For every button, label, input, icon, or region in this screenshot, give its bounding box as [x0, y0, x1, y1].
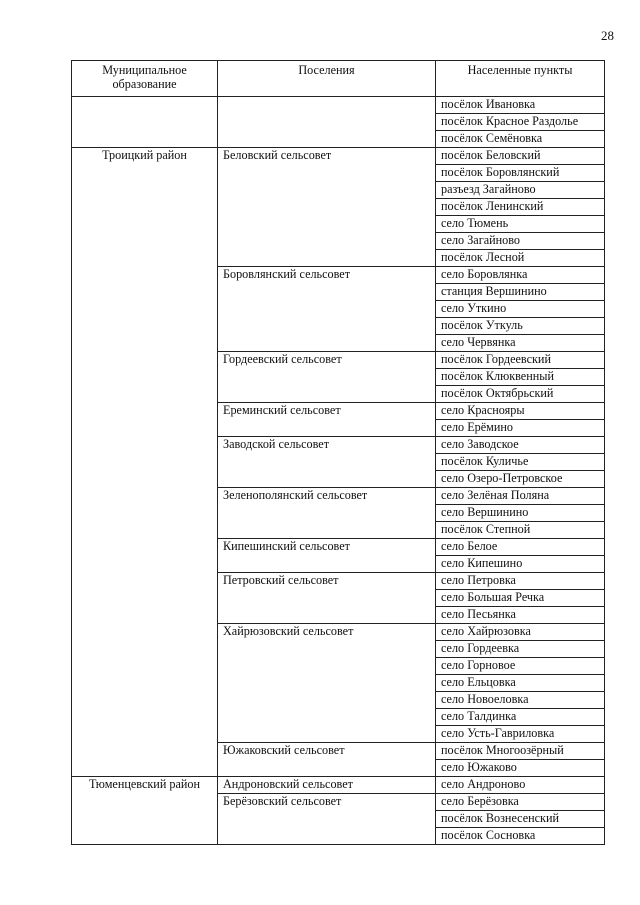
locality-cell: село Талдинка — [436, 709, 605, 726]
municipality-cell — [72, 97, 218, 148]
settlement-cell: Беловский сельсовет — [218, 148, 436, 267]
table-row — [72, 777, 605, 794]
locality-cell: село Кипешино — [436, 556, 605, 573]
locality-cell: посёлок Гордеевский — [436, 352, 605, 369]
settlement-cell: Ереминский сельсовет — [218, 403, 436, 437]
locality-cell: село Тюмень — [436, 216, 605, 233]
header-settlements: Поселения — [218, 61, 436, 97]
locality-cell: село Петровка — [436, 573, 605, 590]
settlement-cell: Зеленополянский сельсовет — [218, 488, 436, 539]
locality-cell: посёлок Сосновка — [436, 828, 605, 845]
locality-cell: посёлок Красное Раздолье — [436, 114, 605, 131]
locality-cell: посёлок Ленинский — [436, 199, 605, 216]
locality-cell: село Зелёная Поляна — [436, 488, 605, 505]
locality-cell: село Заводское — [436, 437, 605, 454]
settlement-cell: Боровлянский сельсовет — [218, 267, 436, 352]
settlement-cell: Хайрюзовский сельсовет — [218, 624, 436, 743]
settlement-cell: Андроновский сельсовет — [218, 777, 436, 794]
locality-cell: посёлок Октябрьский — [436, 386, 605, 403]
locality-cell: посёлок Уткуль — [436, 318, 605, 335]
settlement-cell: Кипешинский сельсовет — [218, 539, 436, 573]
settlement-cell — [218, 97, 436, 148]
locality-cell: село Белое — [436, 539, 605, 556]
locality-cell: посёлок Вознесенский — [436, 811, 605, 828]
locality-cell: посёлок Семёновка — [436, 131, 605, 148]
settlement-cell: Берёзовский сельсовет — [218, 794, 436, 845]
municipality-cell: Троицкий район — [72, 148, 218, 777]
locality-cell: посёлок Многоозёрный — [436, 743, 605, 760]
table-row — [72, 148, 605, 165]
settlement-cell: Заводской сельсовет — [218, 437, 436, 488]
locality-cell: село Краснояры — [436, 403, 605, 420]
locality-cell: село Андроново — [436, 777, 605, 794]
locality-cell: село Южаково — [436, 760, 605, 777]
municipality-cell: Тюменцевский район — [72, 777, 218, 845]
table-body — [72, 97, 605, 845]
locality-cell: село Ерёмино — [436, 420, 605, 437]
locality-cell: село Новоеловка — [436, 692, 605, 709]
locality-cell: село Озеро-Петровское — [436, 471, 605, 488]
locality-cell: село Ельцовка — [436, 675, 605, 692]
table-row — [72, 97, 605, 114]
locality-cell: село Берёзовка — [436, 794, 605, 811]
locality-cell: село Хайрюзовка — [436, 624, 605, 641]
locality-cell: село Большая Речка — [436, 590, 605, 607]
locality-cell: село Загайново — [436, 233, 605, 250]
locality-cell: село Горновое — [436, 658, 605, 675]
table-header-row — [72, 61, 605, 97]
settlement-cell: Южаковский сельсовет — [218, 743, 436, 777]
locality-cell: разъезд Загайново — [436, 182, 605, 199]
locality-cell: посёлок Ивановка — [436, 97, 605, 114]
locality-cell: село Песьянка — [436, 607, 605, 624]
locality-cell: посёлок Лесной — [436, 250, 605, 267]
settlement-cell: Петровский сельсовет — [218, 573, 436, 624]
locality-cell: село Гордеевка — [436, 641, 605, 658]
header-localities: Населенные пункты — [436, 61, 605, 97]
header-municipality: Муниципальное образование — [72, 61, 218, 97]
locality-cell: посёлок Куличье — [436, 454, 605, 471]
locality-cell: село Усть-Гавриловка — [436, 726, 605, 743]
locality-cell: село Уткино — [436, 301, 605, 318]
settlement-cell: Гордеевский сельсовет — [218, 352, 436, 403]
locality-cell: посёлок Клюквенный — [436, 369, 605, 386]
locality-cell: посёлок Беловский — [436, 148, 605, 165]
page-number: 28 — [601, 28, 614, 43]
locality-cell: село Вершинино — [436, 505, 605, 522]
locality-cell: село Червянка — [436, 335, 605, 352]
settlements-table — [71, 60, 605, 845]
locality-cell: посёлок Степной — [436, 522, 605, 539]
locality-cell: посёлок Боровлянский — [436, 165, 605, 182]
locality-cell: станция Вершинино — [436, 284, 605, 301]
locality-cell: село Боровлянка — [436, 267, 605, 284]
